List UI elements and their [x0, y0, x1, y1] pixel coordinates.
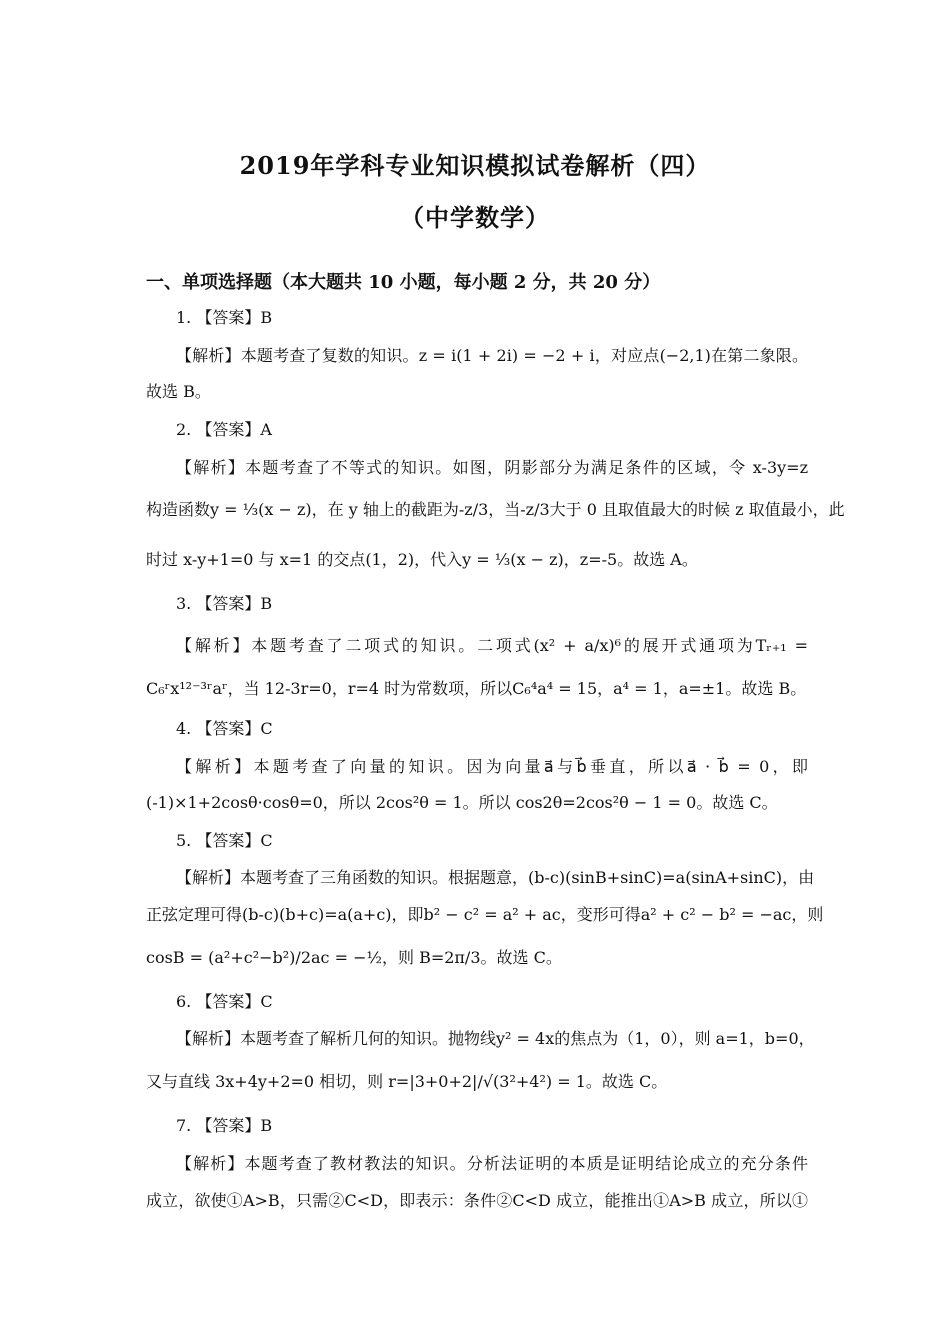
explanation-2-line-3: 时过 x-y+1=0 与 x=1 的交点(1，2)，代入y = ⅓(x − z)，z=-5。故选 A。: [146, 550, 698, 569]
answer-6: 6. 【答案】C: [176, 992, 273, 1011]
answer-2: 2. 【答案】A: [176, 420, 272, 439]
explanation-5-line-2: 正弦定理可得(b-c)(b+c)=a(a+c)，即b² − c² = a² + ac，变形可得a² + c² − b² = −ac，则: [146, 905, 824, 924]
explanation-6-line-2: 又与直线 3x+4y+2=0 相切，则 r=|3+0+2|/√(3²+4²) = 1。故选 C。: [146, 1072, 668, 1091]
answer-3: 3. 【答案】B: [176, 594, 273, 613]
explanation-1-line-1: 【解析】本题考查了复数的知识。z = i(1 + 2i) = −2 + i，对应点(−2,1)在第二象限。: [176, 346, 808, 365]
answer-1: 1. 【答案】B: [176, 308, 273, 327]
explanation-7-line-1: 【解析】本题考查了教材教法的知识。分析法证明的本质是证明结论成立的充分条件: [176, 1154, 808, 1173]
section-heading: 一、单项选择题（本大题共 10 小题，每小题 2 分，共 20 分）: [146, 272, 661, 293]
document-subtitle: （中学数学）: [400, 203, 550, 232]
document-title: 2019年学科专业知识模拟试卷解析（四）: [239, 151, 711, 180]
explanation-5-line-3: cosB = (a²+c²−b²)/2ac = −½，则 B=2π/3。故选 C。: [146, 948, 562, 967]
explanation-4-line-1: 【解析】本题考查了向量的知识。因为向量a⃗与b⃗垂直，所以a⃗ · b⃗ = 0，即: [176, 757, 808, 776]
explanation-3-line-1: 【解析】本题考查了二项式的知识。二项式(x² + a/x)⁶的展开式通项为Tᵣ₊₁ =: [176, 636, 808, 655]
answer-5: 5. 【答案】C: [176, 831, 273, 850]
explanation-2-line-2: 构造函数y = ⅓(x − z)，在 y 轴上的截距为-z/3，当-z/3大于 0 且取值最大的时候 z 取值最小，此: [146, 500, 845, 519]
answer-7: 7. 【答案】B: [176, 1116, 273, 1135]
explanation-7-line-2: 成立，欲使①A>B，只需②C<D，即表示：条件②C<D 成立，能推出①A>B 成立，所以①: [146, 1191, 808, 1210]
explanation-2-line-1: 【解析】本题考查了不等式的知识。如图，阴影部分为满足条件的区域，令 x-3y=z: [176, 458, 808, 477]
explanation-5-line-1: 【解析】本题考查了三角函数的知识。根据题意，(b-c)(sinB+sinC)=a(sinA+sinC)，由: [176, 868, 815, 887]
explanation-6-line-1: 【解析】本题考查了解析几何的知识。抛物线y² = 4x的焦点为（1，0），则 a=1，b=0，: [176, 1029, 815, 1048]
explanation-1-line-2: 故选 B。: [146, 382, 211, 401]
explanation-4-line-2: (-1)×1+2cosθ·cosθ=0，所以 2cos²θ = 1。所以 cos2θ=2cos²θ − 1 = 0。故选 C。: [146, 793, 778, 812]
explanation-3-line-2: C₆ʳx¹²⁻³ʳaʳ，当 12-3r=0，r=4 时为常数项，所以C₆⁴a⁴ = 15，a⁴ = 1，a=±1。故选 B。: [146, 679, 807, 698]
answer-4: 4. 【答案】C: [176, 719, 273, 738]
